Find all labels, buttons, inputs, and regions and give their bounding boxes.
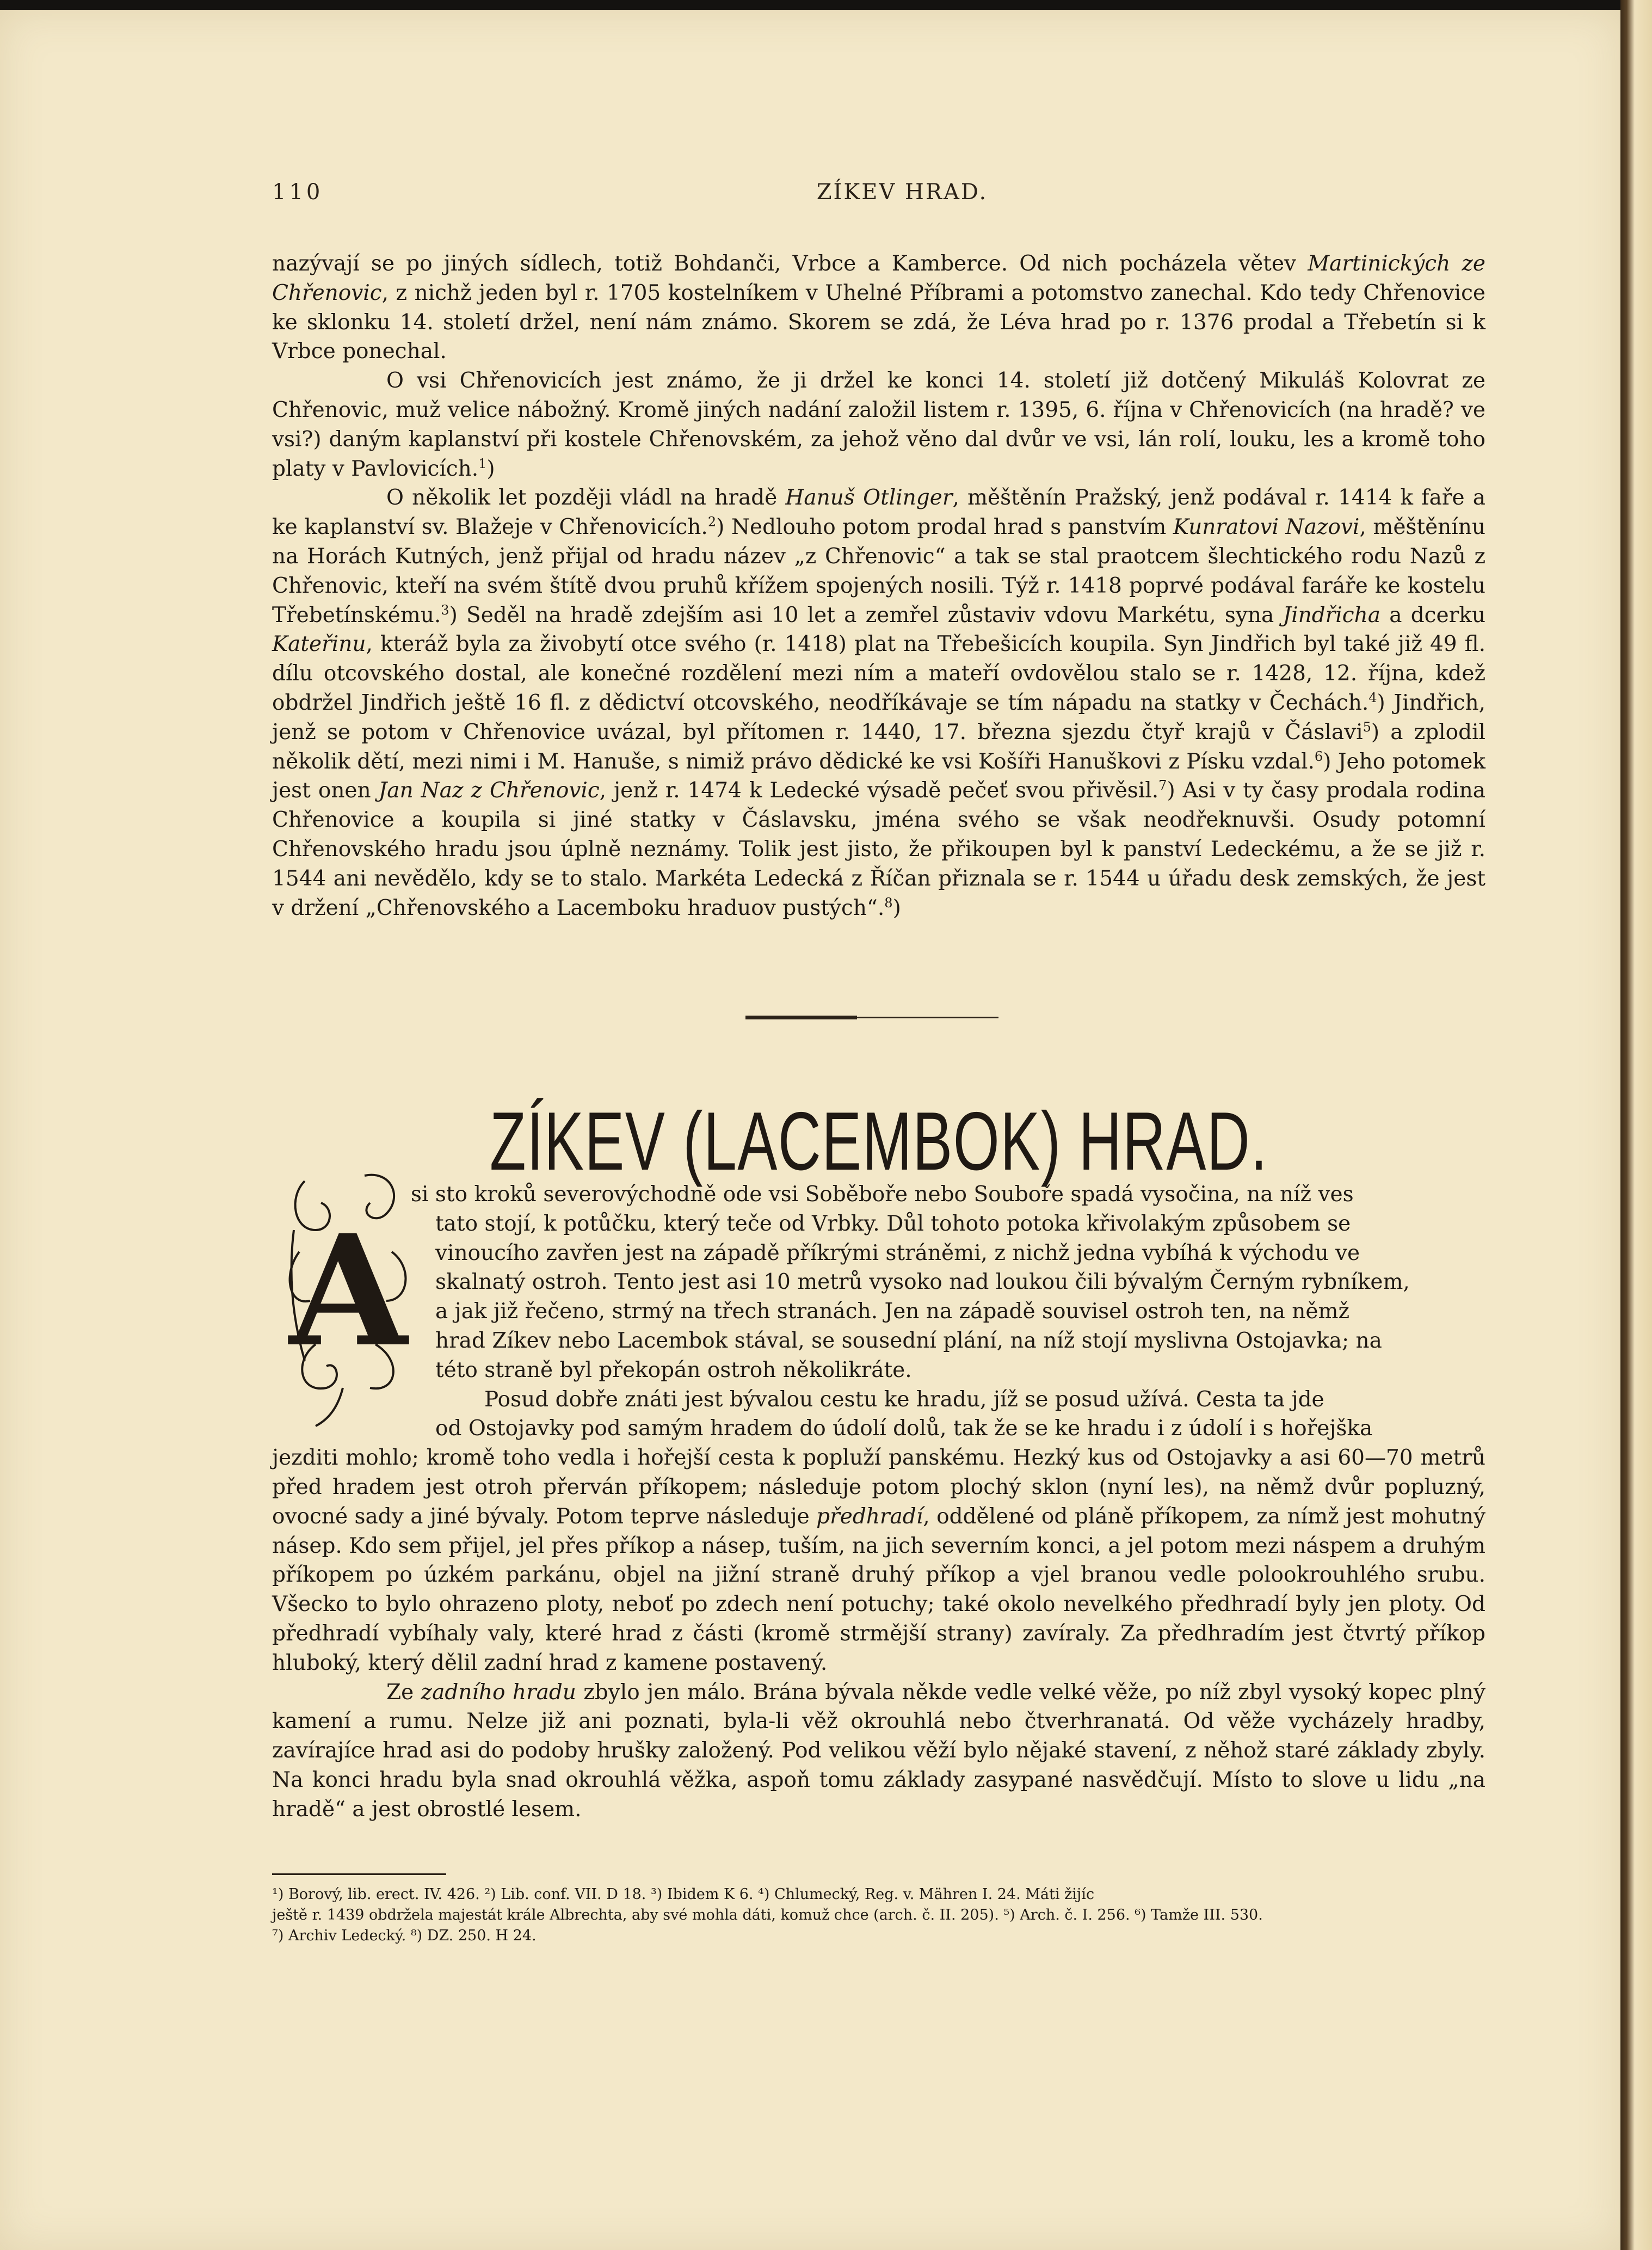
paragraph-3: O několik let později vládl na hradě Hanuš Otlinger, měštěnín Pražský, jenž podával r. 1414 k faře a ke kaplanství sv. Blažeje v Chřenovicích.$^2$) Nedlouho potom prodal hrad s panstvím Kunratovi Nazovi, měštěnínu na Horách Kutných, jenž přijal od hradu název „z Chřenovic“ a tak se stal praotcem šlechtického rodu Nazů z Chřenovic, kteří na svém štítě dvou pruhů křížem spojených nosili. Týž r. 1418 poprvé podával faráře ke kostelu Třebetínskému.$^3$) Seděl na hradě zdejším asi 10 let a zemřel zůstaviv vdovu Markétu, syna Jindřicha a dcerku Kateřinu, kteráž byla za živobytí otce svého (r. 1418) plat na Třebešicích koupila. Syn Jindřich byl také již 49 fl. dílu otcovského dostal, ale konečné rozdělení mezi ním a mateří ovdovělou stalo se r. 1428, 12. října, kdež obdržel Jindřich ještě 16 fl. z dědictví otcovského, neodříkávaje se tím nápadu na statky v Čechách.$^4$) Jindřich, jenž se potom v Chřenovice uvázal, byl přítomen r. 1440, 17. března sjezdu čtyř krajů v Čáslavi$^5$) a zplodil několik dětí, mezi nimi i M. Hanuše, s nimiž právo dědické ke vsi Košíři Hanuškovi z Písku vzdal.$^6$) Jeho potomek jest onen Jan Naz z Chřenovic, jenž r. 1474 k Ledecké výsadě pečeť svou přivěsil.$^7$) Asi v ty časy prodala rodina Chřenovice a koupila si jiné statky v Čáslavsku, jména svého se však neodřeknuvši. Osudy potomní Chřenovského hradu jsou úplně neznámy. Tolik jest jisto, že přikoupen byl k panství Ledeckému, a že se již r. 1544 ani nevědělo, kdy se to stalo. Markéta Ledecká z Říčan přiznala se r. 1544 u úřadu desk zemských, že jest v držení „Chřenovského a Lacemboku hraduov pustých“.$^8$) [272, 485, 1486, 920]
text-line: si sto kroků severovýchodně ode vsi Soběboře nebo Souboře spadá vysočina, na níž ves [411, 1182, 1354, 1207]
text-line: Posud dobře znáti jest bývalou cestu ke hradu, jíž se posud užívá. Cesta ta jde [484, 1387, 1324, 1412]
text-line: tato stojí, k potůčku, který teče od Vrbky. Důl tohoto potoka křivolakým způsobem se [435, 1211, 1351, 1236]
section-zikev-text [272, 1180, 1485, 1824]
section-divider-accent [745, 1016, 857, 1019]
chapter-title: ZÍKEV (LACEMBOK) HRAD. [489, 1095, 1268, 1188]
page-header [272, 180, 1532, 212]
text-line: této straně byl překopán ostroh několikráte. [435, 1357, 912, 1382]
paragraph-2: O vsi Chřenovicích jest známo, že ji držel ke konci 14. století již dotčený Mikuláš Kolovrat ze Chřenovic, muž velice nábožný. Kromě jiných nadání založil listem r. 1395, 6. října v Chřenovicích (na hradě? ve vsi?) daným kaplanství při kostele Chřenovském, za jehož věno dal dvůr ve vsi, lán rolí, louku, les a kromě toho platy v Pavlovicích.$^1$) [272, 368, 1485, 481]
footnotes [272, 1884, 1485, 1946]
paragraph-1: nazývají se po jiných sídlech, totiž Bohdanči, Vrbce a Kamberce. Od nich pocházela větev Martinických ze Chřenovic, z nichž jeden byl r. 1705 kostelníkem v Uhelné Příbrami a potomstvo zanechal. Kdo tedy Chřenovice ke sklonku 14. století držel, není nám známo. Skorem se zdá, že Léva hrad po r. 1376 prodal a Třebetín si k Vrbce ponechal. [272, 251, 1485, 364]
footnote-rule [272, 1873, 446, 1875]
paragraph-rest: jezditi mohlo; kromě toho vedla i hořejší cesta k popluží panskému. Hezký kus od Ostojavky a asi 60—70 metrů před hradem jest otroh přerván příkopem; následuje potom plochý sklon (nyní les), na němž dvůr popluzný, ovocné sady a jiné bývaly. Potom teprve následuje předhradí, oddělené od pláně příkopem, za nímž jest mohutný násep. Kdo sem přijel, jel přes příkop a násep, tuším, na jich severním konci, a jel potom mezi náspem a druhým příkopem po úzkém parkánu, objel na jižní straně druhý příkop a vjel branou vedle polookrouhlého srubu. Všecko to bylo ohrazeno ploty, neboť po zdech není potuchy; také okolo nevelkého předhradí byly jen ploty. Od předhradí vybíhaly valy, které hrad z části (kromě strmější strany) zavíraly. Za předhradím jest čtvrtý příkop hluboký, který dělil zadní hrad z kamene postavený. [272, 1446, 1486, 1675]
page-edge [1620, 0, 1652, 2250]
text-line: skalnatý ostroh. Tento jest asi 10 metrů vysoko nad loukou čili bývalým Černým rybníkem, [435, 1270, 1410, 1295]
page-number: 110 [272, 180, 324, 205]
running-title: ZÍKEV HRAD. [816, 180, 988, 205]
footnote-line: ještě r. 1439 obdržela majestát krále Albrechta, aby své mohla dáti, komuž chce (arch. č. II. 205). ⁵) Arch. č. I. 256. ⁶) Tamže III. 530. [272, 1907, 1263, 1923]
text-line: vinoucího zavřen jest na západě příkrými stráněmi, z nichž jedna vybíhá k východu ve [435, 1240, 1360, 1265]
text-line: od Ostojavky pod samým hradem do údolí dolů, tak že se ke hradu i z údolí i s hořejška [435, 1416, 1373, 1441]
text-line: hrad Zíkev nebo Lacembok stával, se sousední plání, na níž stojí myslivna Ostojavka; na [435, 1328, 1382, 1353]
section-chrenovice-text [272, 249, 1485, 923]
text-line: a jak již řečeno, strmý na třech stranách. Jen na západě souvisel ostroh ten, na němž [435, 1299, 1350, 1324]
dropcap-letter: A [289, 1202, 408, 1381]
footnote-line: ⁷) Archiv Ledecký. ⁸) DZ. 250. H 24. [272, 1927, 537, 1944]
paragraph-zadni-hrad: Ze zadního hradu zbylo jen málo. Brána bývala někde vedle velké věže, po níž zbyl vysoký kopec plný kamení a rumu. Nelze již ani poznati, byla-li věž okrouhlá nebo čtverhranatá. Od věže vycházely hradby, zavírajíce hrad asi do podoby hrušky založený. Pod velikou věží bylo nějaké stavení, z něhož staré základy zbyly. Na konci hradu byla snad okrouhlá věžka, aspoň tomu základy zasypané nasvědčují. Místo to slove u lidu „na hradě“ a jest obrostlé lesem. [272, 1680, 1485, 1822]
footnote-line: ¹) Borový, lib. erect. IV. 426. ²) Lib. conf. VII. D 18. ³) Ibidem K 6. ⁴) Chlumecký, Reg. v. Mähren I. 24. Máti žijíc [272, 1886, 1095, 1903]
scan-top-border [0, 0, 1652, 10]
